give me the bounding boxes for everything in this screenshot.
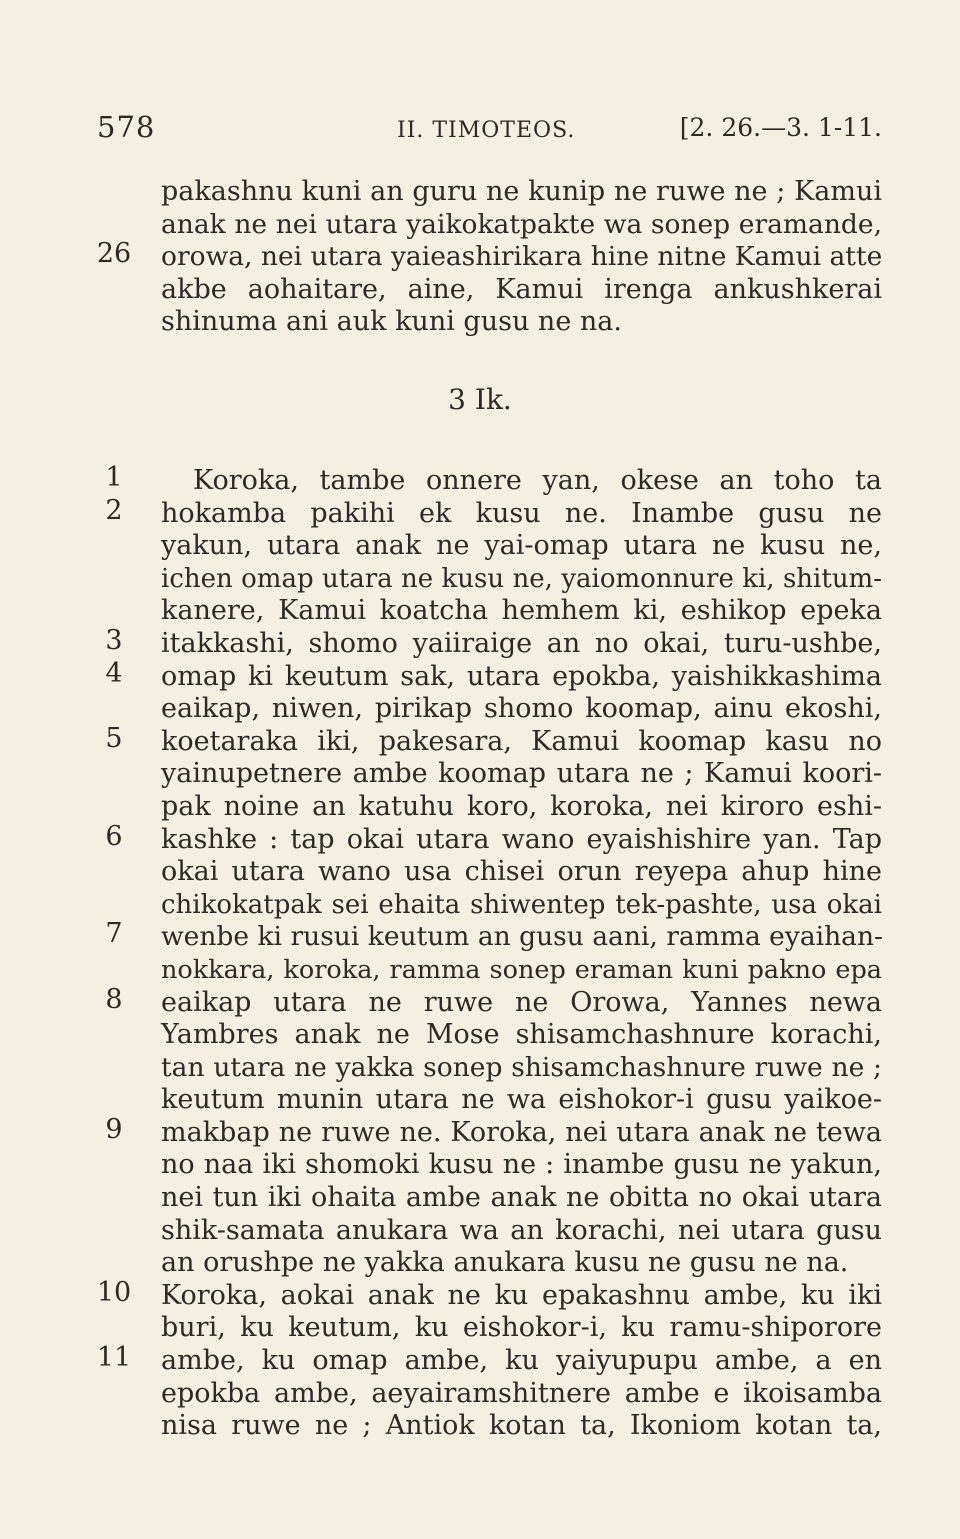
line-text: okai utara wano usa chisei orun reyepa ahup hine — [161, 856, 882, 888]
text-line — [0, 1312, 960, 1345]
text-line — [0, 1247, 960, 1280]
text-line — [0, 1182, 960, 1215]
text-line — [0, 1149, 960, 1182]
verse-number: 2 — [105, 494, 123, 526]
text-line — [0, 563, 960, 596]
line-text: itakkashi, shomo yaiiraige an no okai, turu-ushbe, — [161, 627, 882, 659]
text-line — [0, 1052, 960, 1085]
line-text: Koroka, tambe onnere yan, okese an toho ta — [193, 465, 882, 496]
chapter-heading: 3 Ik. — [448, 383, 512, 416]
line-text: nokkara, koroka, ramma sonep eraman kuni pakno epa — [161, 954, 882, 985]
text-line — [0, 306, 960, 339]
line-text: an orushpe ne yakka anukara kusu ne gusu ne na. — [161, 1247, 849, 1279]
line-text: eaikap utara ne ruwe ne Orowa, Yannes newa — [161, 986, 882, 1018]
text-line — [0, 1113, 960, 1150]
text-line — [0, 657, 960, 694]
line-text: keutum munin utara ne wa eishokor-i gusu yaikoe- — [161, 1084, 882, 1116]
line-text: omap ki keutum sak, utara epokba, yaishikkashima — [161, 660, 882, 692]
verse-number: 4 — [105, 657, 123, 689]
text-line — [0, 494, 960, 531]
verse-number: 7 — [105, 918, 123, 950]
line-text: eaikap, niwen, pirikap shomo koomap, ainu ekoshi, — [161, 693, 882, 725]
verse-number: 1 — [105, 462, 123, 493]
text-line — [0, 954, 960, 987]
line-text: pakashnu kuni an guru ne kunip ne ruwe ne ; Kamui — [161, 176, 882, 207]
chapter-verse-reference: [2. 26.—3. 1-11. — [679, 113, 882, 142]
line-text: buri, ku keutum, ku eishokor-i, ku ramu-shiporore — [161, 1312, 882, 1344]
text-line — [0, 791, 960, 824]
text-line — [0, 889, 960, 922]
line-text: ichen omap utara ne kusu ne, yaiomonnure ki, shitum- — [161, 563, 882, 594]
text-line — [0, 176, 960, 209]
line-text: ambe, ku omap ambe, ku yaiyupupu ambe, a en — [161, 1345, 882, 1377]
line-text: nei tun iki ohaita ambe anak ne obitta no okai utara — [161, 1182, 882, 1214]
verse-number: 10 — [96, 1276, 132, 1308]
text-line — [0, 1410, 960, 1443]
page-header — [0, 110, 960, 150]
text-line — [0, 693, 960, 726]
line-text: wenbe ki rusui keutum an gusu aani, ramma eyaihan- — [161, 921, 883, 953]
text-line — [0, 1378, 960, 1411]
line-text: yakun, utara anak ne yai-omap utara ne kusu ne, — [161, 530, 882, 562]
line-text: kashke : tap okai utara wano eyaishishire yan. Tap — [161, 823, 882, 855]
text-line — [0, 1084, 960, 1117]
text-line — [0, 856, 960, 889]
verse-number: 3 — [105, 624, 123, 656]
verse-number: 9 — [105, 1113, 123, 1145]
text-line — [0, 758, 960, 791]
line-text: tan utara ne yakka sonep shisamchashnure ruwe ne ; — [161, 1051, 882, 1083]
line-text: chikokatpak sei ehaita shiwentep tek-pashte, usa okai — [161, 889, 882, 920]
text-line — [0, 1215, 960, 1248]
line-text: akbe aohaitare, aine, Kamui irenga ankushkerai — [161, 273, 882, 305]
line-text: shinuma ani auk kuni gusu ne na. — [161, 306, 622, 338]
text-line — [0, 530, 960, 563]
line-text: nisa ruwe ne ; Antiok kotan ta, Ikoniom kotan ta, — [161, 1410, 882, 1442]
text-line — [0, 238, 960, 274]
line-text: yainupetnere ambe koomap utara ne ; Kamui koori- — [161, 758, 882, 790]
text-line — [0, 209, 960, 242]
line-text: kanere, Kamui koatcha hemhem ki, eshikop epeka — [161, 595, 882, 627]
running-title: II. TIMOTEOS. — [397, 118, 576, 143]
chapter-body — [0, 462, 960, 1443]
line-text: Yambres anak ne Mose shisamchashnure korachi, — [161, 1019, 882, 1051]
verse-number: 8 — [105, 983, 123, 1015]
verse-number: 6 — [105, 820, 123, 852]
line-text: pak noine an katuhu koro, koroka, nei kiroro eshi- — [161, 790, 882, 822]
text-line — [0, 722, 960, 759]
continued-paragraph — [0, 176, 960, 339]
line-text: hokamba pakihi ek kusu ne. Inambe gusu ne — [161, 497, 882, 529]
page-number: 578 — [97, 110, 156, 144]
text-line — [0, 595, 960, 628]
line-text: Koroka, aokai anak ne ku epakashnu ambe, ku iki — [161, 1279, 882, 1311]
text-line — [0, 918, 960, 954]
text-line — [0, 462, 960, 498]
line-text: orowa, nei utara yaieashirikara hine nitne Kamui atte — [161, 241, 883, 273]
verse-number: 5 — [105, 722, 123, 754]
text-line — [0, 624, 960, 661]
text-line — [0, 1342, 960, 1378]
text-line — [0, 1019, 960, 1052]
text-line — [0, 983, 960, 1020]
verse-number: 26 — [96, 238, 132, 270]
text-line — [0, 274, 960, 307]
line-text: epokba ambe, aeyairamshitnere ambe e ikoisamba — [161, 1377, 882, 1409]
text-line — [0, 1276, 960, 1313]
verse-number: 11 — [96, 1342, 132, 1374]
line-text: anak ne nei utara yaikokatpakte wa sonep eramande, — [161, 208, 882, 240]
line-text: shik-samata anukara wa an korachi, nei utara gusu — [161, 1214, 882, 1246]
line-text: makbap ne ruwe ne. Koroka, nei utara anak ne tewa — [161, 1116, 882, 1148]
text-line — [0, 820, 960, 857]
line-text: koetaraka iki, pakesara, Kamui koomap kasu no — [161, 725, 882, 757]
line-text: no naa iki shomoki kusu ne : inambe gusu ne yakun, — [161, 1149, 882, 1181]
